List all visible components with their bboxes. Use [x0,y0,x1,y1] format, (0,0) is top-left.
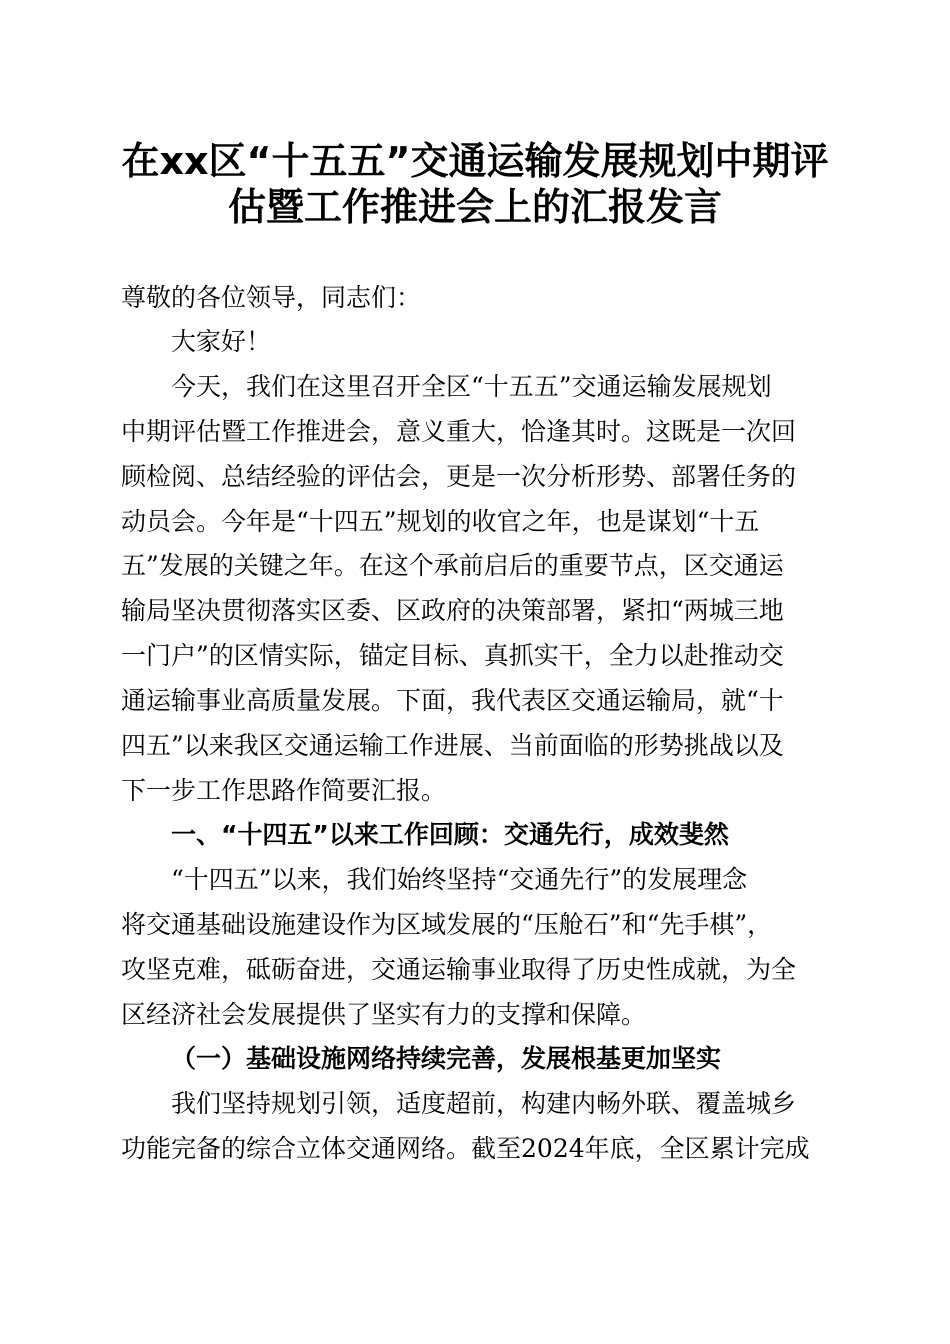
section-1-line: 将交通基础设施建设作为区域发展的“压舱石”和“先手棋”， [121,910,773,939]
intro-line: 下一步工作思路作简要汇报。 [121,776,447,805]
section-heading-1: 一、“十四五”以来工作回顾：交通先行，成效斐然 [171,820,729,849]
intro-line: 四五”以来我区交通运输工作进展、当前面临的形势挑战以及 [121,731,784,760]
intro-line: 顾检阅、总结经验的评估会，更是一次分析形势、部署任务的 [121,462,797,491]
document-title-line-2: 估暨工作推进会上的汇报发言 [227,185,722,229]
intro-line: 输局坚决贯彻落实区委、区政府的决策部署，紧扣“两城三地 [121,596,784,625]
section-1-line: 区经济社会发展提供了坚实有力的支撑和保障。 [121,1000,647,1029]
section-1-line: “十四五”以来，我们始终坚持“交通先行”的发展理念 [171,865,748,894]
intro-line: 五”发展的关键之年。在这个承前启后的重要节点，区交通运 [121,551,784,580]
intro-line: 今天，我们在这里召开全区“十五五”交通运输发展规划 [171,372,772,401]
subsection-1-line: 功能完备的综合立体交通网络。截至2024年底，全区累计完成 [121,1134,810,1163]
salutation: 尊敬的各位领导，同志们： [121,283,422,312]
greeting: 大家好！ [171,327,272,356]
document-title-line-1: 在xx区“十五五”交通运输发展规划中期评 [121,139,829,183]
intro-line: 一门户”的区情实际，锚定目标、真抓实干，全力以赴推动交 [121,641,784,670]
intro-line: 中期评估暨工作推进会，意义重大，恰逢其时。这既是一次回 [121,417,797,446]
intro-line: 动员会。今年是“十四五”规划的收官之年，也是谋划“十五 [121,507,760,536]
subsection-heading-1: （一）基础设施网络持续完善，发展根基更加坚实 [171,1044,722,1073]
subsection-1-line: 我们坚持规划引领，适度超前，构建内畅外联、覆盖城乡 [171,1089,797,1118]
section-1-line: 攻坚克难，砥砺奋进，交通运输事业取得了历史性成就，为全 [121,955,797,984]
intro-line: 通运输事业高质量发展。下面，我代表区交通运输局，就“十 [121,686,784,715]
